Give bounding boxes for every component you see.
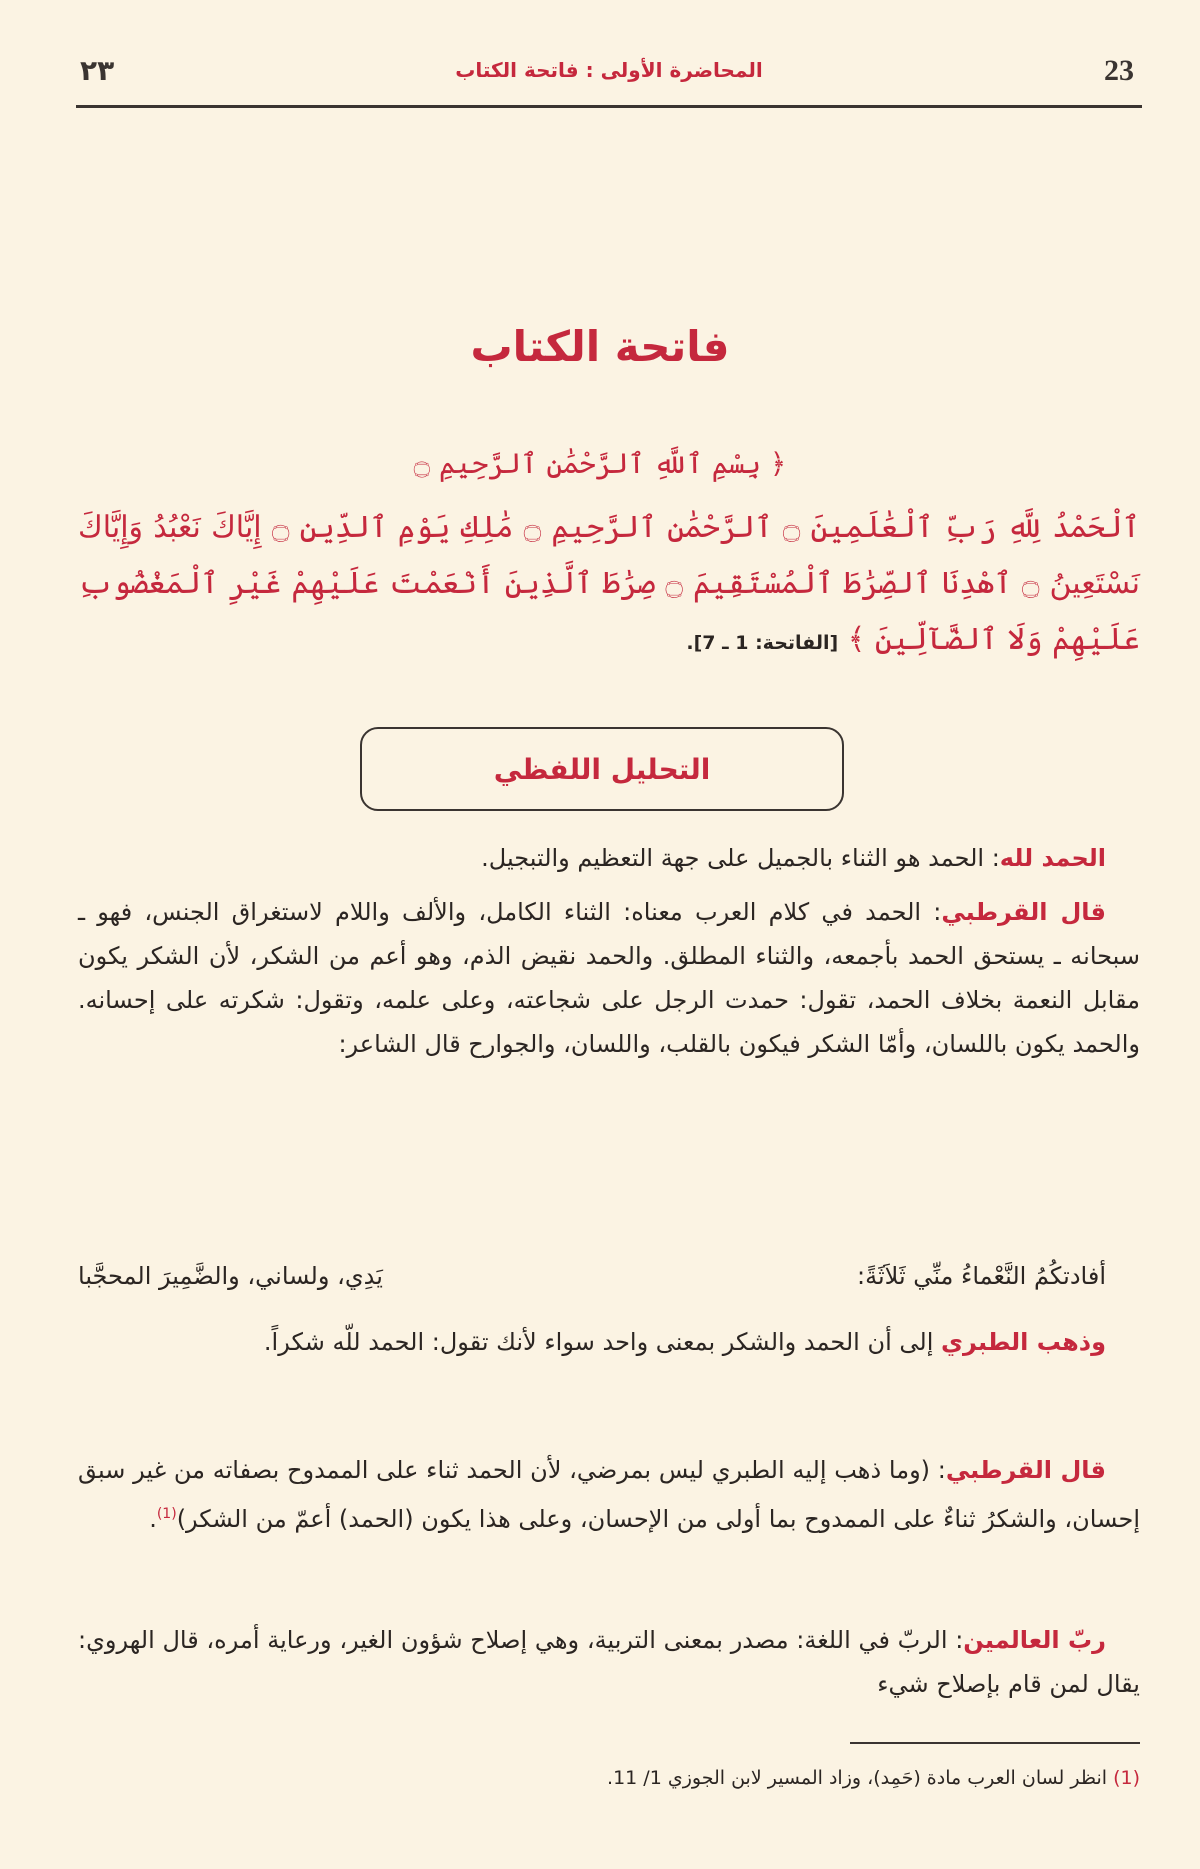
- verse-hemistich-second: يَدِي، ولساني، والضَّمِيرَ المحجَّبا: [78, 1262, 383, 1290]
- quran-text: ٱلْحَمْدُ لِلَّهِ رَبِّ ٱلْعَٰلَمِينَ ۝ ٱلرَّحْمَٰنِ ٱلرَّحِيمِ ۝ مَٰلِكِ يَوْمِ ٱلدِّينِ ۝ إِيَّاكَ نَعْبُدُ وَإِيَّاكَ نَسْتَعِينُ ۝ ٱهْدِنَا ٱلصِّرَٰطَ ٱلْمُسْتَقِيمَ ۝ صِرَٰطَ ٱلَّذِينَ أَنْعَمْتَ عَلَيْهِمْ غَيْرِ ٱلْمَغْضُوبِ عَلَيْهِمْ وَلَا ٱلضَّآلِّينَ ﴾: [78, 510, 1140, 657]
- paragraph-lead: قال القرطبي: [945, 1456, 1107, 1484]
- paragraph-lead: الحمد لله: [999, 844, 1106, 872]
- paragraph-tail: .: [149, 1505, 157, 1533]
- section-title: التحليل اللفظي: [493, 752, 711, 786]
- paragraph-text: : (وما ذهب إليه الطبري ليس بمرضي، لأن الحمد ثناء على الممدوح بصفاته من غير سبق إحسان، والشكرُ ثناءٌ على الممدوح بما أولى من الإحسان، وعلى هذا يكون (الحمد) أعمّ من الشكر): [78, 1456, 1140, 1533]
- paragraph-qurtubi-1: [78, 890, 1140, 1066]
- paragraph-rabb-alalamin: [78, 1618, 1140, 1706]
- footnote-reference[interactable]: (1): [156, 1506, 177, 1522]
- quran-verses: [78, 500, 1140, 671]
- chapter-title: فاتحة الكتاب: [470, 322, 730, 371]
- poetry-verse: [78, 1262, 1140, 1306]
- running-title: المحاضرة الأولى : فاتحة الكتاب: [455, 58, 763, 82]
- paragraph-lead: ربّ العالمين: [963, 1626, 1106, 1654]
- paragraph-lead: وذهب الطبري: [941, 1328, 1106, 1356]
- section-heading-box: [360, 727, 844, 811]
- page-header: [76, 50, 1142, 100]
- paragraph-text: : الربّ في اللغة: مصدر بمعنى التربية، وهي إصلاح شؤون الغير، ورعاية أمره، قال الهروي: يقال لمن قام بإصلاح شيء: [78, 1626, 1140, 1698]
- paragraph-qurtubi-2: [78, 1448, 1140, 1541]
- paragraph-text: : الحمد في كلام العرب معناه: الثناء الكامل، والألف واللام لاستغراق الجنس، فهو ـ سبحانه ـ يستحق الحمد بأجمعه، والثناء المطلق. والحمد نقيض الذم، وهو أعم من الشكر، لأن الشكر يكون مقابل النعمة بخلاف الحمد، تقول: حمدت الرجل على شجاعته، وعلى علمه، وتقول: شكرته على إحسانه. والحمد يكون باللسان، وأمّا الشكر فيكون بالقلب، واللسان، والجوارح قال الشاعر:: [78, 898, 1140, 1058]
- header-divider: [76, 105, 1142, 108]
- footnote-text: انظر لسان العرب مادة (حَمِد)، وزاد المسير لابن الجوزي 1/ 11.: [607, 1767, 1114, 1789]
- paragraph-alhamd: [78, 836, 1140, 880]
- page-number-arabic: ٢٣: [80, 54, 115, 87]
- paragraph-text: : الحمد هو الثناء بالجميل على جهة التعظيم والتبجيل.: [481, 844, 1000, 872]
- paragraph-lead: قال القرطبي: [941, 898, 1106, 926]
- footnote-number: (1): [1113, 1767, 1140, 1789]
- verse-hemistich-first: أفادتكُمُ النَّعْماءُ منِّي ثَلاَثَةً:: [857, 1262, 1106, 1290]
- page-number-latin: 23: [1104, 54, 1134, 87]
- basmala: ﴿ بِسْمِ ٱللَّهِ ٱلرَّحْمَٰنِ ٱلرَّحِيمِ ۝: [413, 447, 787, 480]
- paragraph-text: إلى أن الحمد والشكر بمعنى واحد سواء لأنك تقول: الحمد للّه شكراً.: [263, 1328, 942, 1356]
- paragraph-tabari: [78, 1320, 1140, 1364]
- footnote-divider: [850, 1742, 1140, 1744]
- quran-reference: [الفاتحة: 1 ـ 7].: [686, 632, 839, 654]
- footnote: [78, 1760, 1140, 1796]
